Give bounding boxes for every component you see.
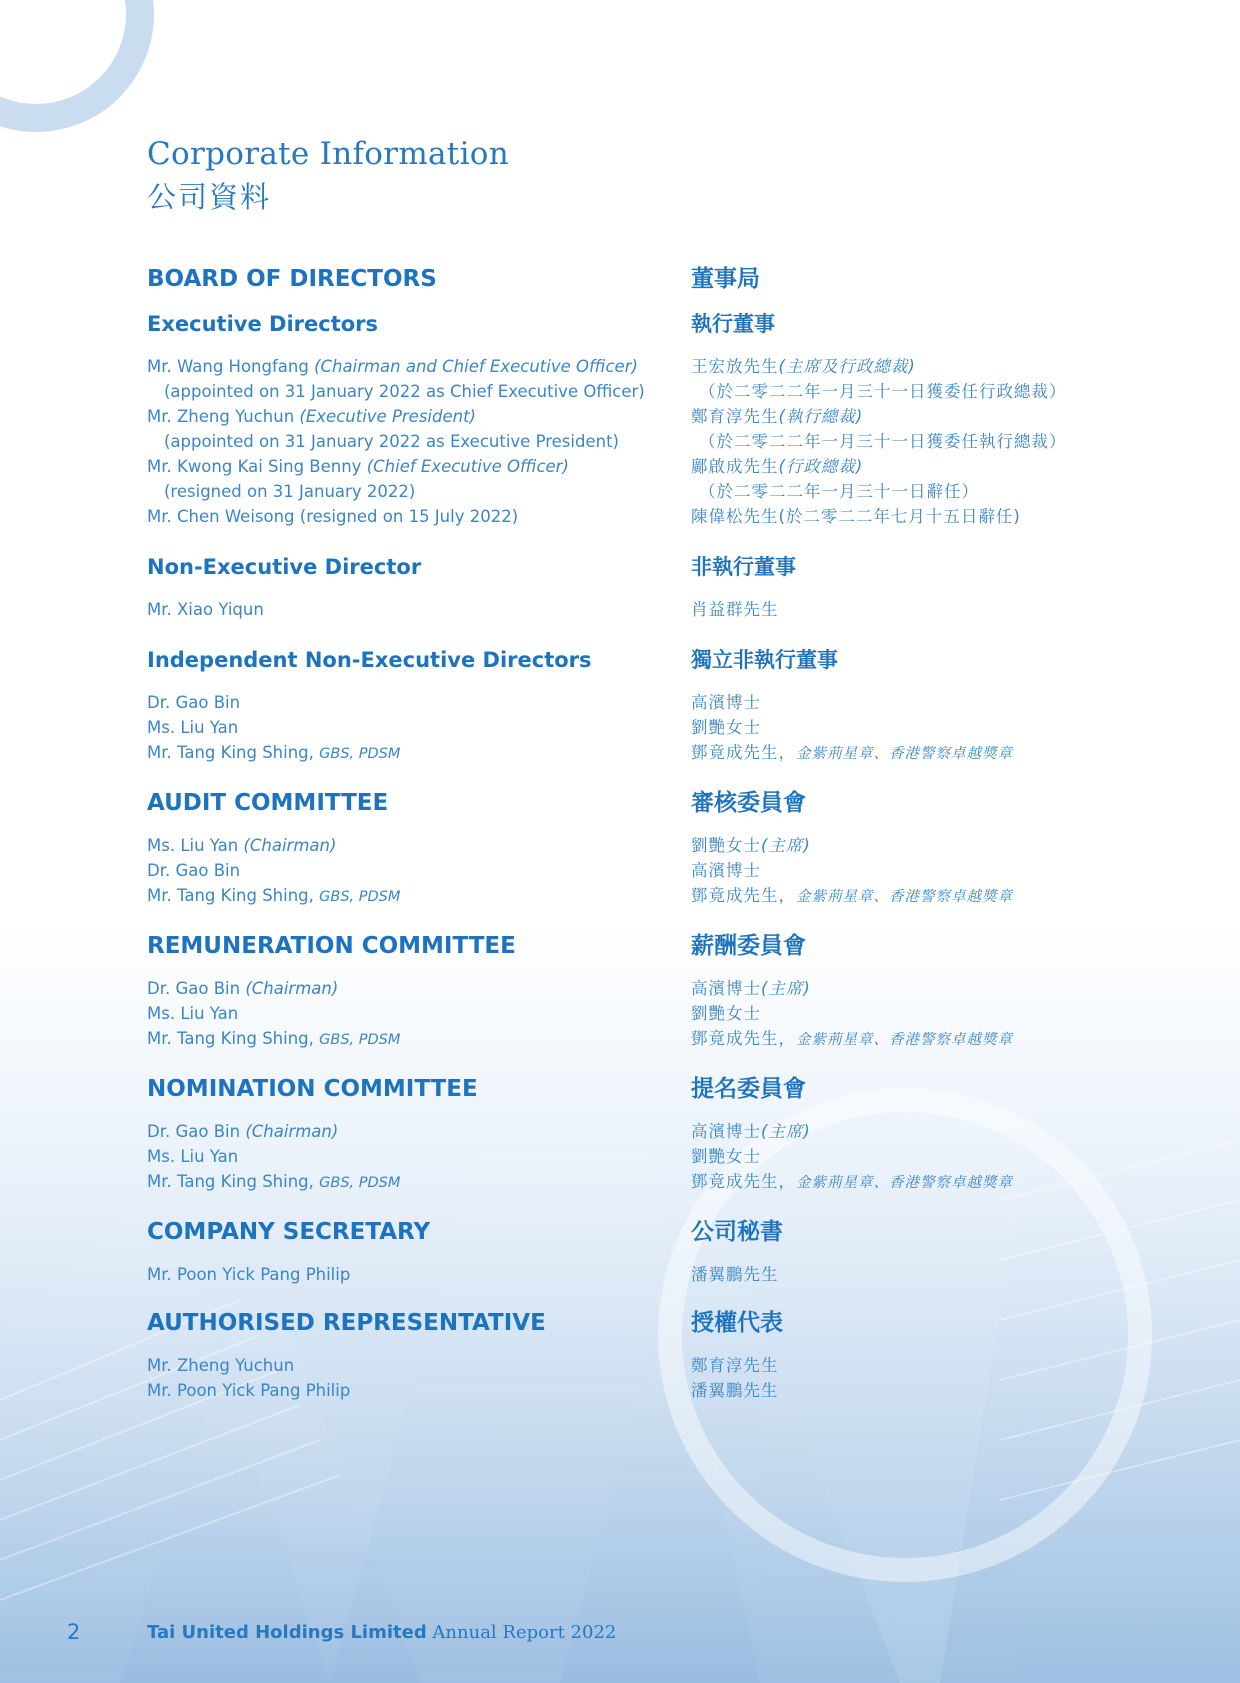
list-item: Mr. Tang King Shing, GBS, PDSM [147, 1029, 401, 1048]
board-heading-chinese: 董事局 [691, 266, 760, 292]
remuneration-committee-heading-chinese: 薪酬委員會 [691, 933, 806, 959]
board-heading: BOARD OF DIRECTORS [147, 266, 437, 292]
list-item: 高濱博士 [691, 861, 761, 880]
list-item: 高濱博士 [691, 693, 761, 712]
remuneration-committee-heading: REMUNERATION COMMITTEE [147, 933, 516, 959]
list-item: Dr. Gao Bin (Chairman) [147, 1122, 339, 1141]
list-item: Mr. Poon Yick Pang Philip [147, 1265, 351, 1284]
list-item: （於二零二二年一月三十一日獲委任執行總裁） [699, 432, 1067, 451]
list-item: Mr. Xiao Yiqun [147, 600, 264, 619]
remuneration-committee-list-chinese [691, 976, 1211, 1053]
nomination-committee-list [147, 1119, 667, 1196]
list-item: (appointed on 31 January 2022 as Chief Executive Officer) [164, 382, 645, 401]
footer-report: Annual Report 2022 [426, 1622, 617, 1643]
list-item: 劉艷女士 [691, 718, 761, 737]
independent-directors-list [147, 690, 667, 767]
authorised-representative-heading-chinese: 授權代表 [691, 1310, 783, 1336]
executive-directors-list-chinese [691, 354, 1211, 529]
company-secretary-heading-chinese: 公司秘書 [691, 1219, 783, 1245]
list-item: Dr. Gao Bin [147, 693, 241, 712]
list-item: （於二零二二年一月三十一日辭任） [699, 482, 979, 501]
list-item: 鄭育淳先生 [691, 1356, 779, 1375]
audit-committee-list [147, 833, 667, 910]
list-item: Ms. Liu Yan [147, 1004, 239, 1023]
list-item: Mr. Tang King Shing, GBS, PDSM [147, 1172, 401, 1191]
executive-directors-list [147, 354, 667, 529]
audit-committee-list-chinese [691, 833, 1211, 910]
english-column [147, 263, 667, 1403]
executive-directors-heading: Executive Directors [147, 312, 379, 336]
list-item: Mr. Kwong Kai Sing Benny (Chief Executive Officer) [147, 457, 569, 476]
independent-directors-list-chinese [691, 690, 1211, 767]
list-item: 陳偉松先生(於二零二二年七月十五日辭任) [691, 507, 1021, 526]
list-item: Mr. Tang King Shing, GBS, PDSM [147, 886, 401, 905]
list-item: 高濱博士(主席) [691, 979, 811, 998]
list-item: 鄺啟成先生(行政總裁) [691, 457, 864, 476]
page-number: 2 [67, 1620, 81, 1644]
non-executive-heading: Non-Executive Director [147, 555, 422, 579]
company-secretary-list [147, 1262, 667, 1287]
nomination-committee-heading: NOMINATION COMMITTEE [147, 1076, 478, 1102]
audit-committee-heading: AUDIT COMMITTEE [147, 790, 389, 816]
independent-directors-heading: Independent Non-Executive Directors [147, 648, 592, 672]
page-title-chinese: 公司資料 [147, 180, 272, 214]
list-item: Mr. Poon Yick Pang Philip [147, 1381, 351, 1400]
list-item: 潘翼鵬先生 [691, 1381, 779, 1400]
list-item: 高濱博士(主席) [691, 1122, 811, 1141]
executive-directors-heading-chinese: 執行董事 [691, 312, 775, 336]
authorised-representative-heading: AUTHORISED REPRESENTATIVE [147, 1310, 546, 1336]
list-item: 肖益群先生 [691, 600, 779, 619]
non-executive-list [147, 597, 667, 622]
list-item: Dr. Gao Bin (Chairman) [147, 979, 339, 998]
authorised-representative-list [147, 1353, 667, 1403]
footer [147, 1622, 616, 1643]
list-item: Ms. Liu Yan [147, 718, 239, 737]
page-title: Corporate Information [147, 136, 510, 172]
list-item: (appointed on 31 January 2022 as Executive President) [164, 432, 619, 451]
list-item: 劉艷女士 [691, 1004, 761, 1023]
list-item: Ms. Liu Yan [147, 1147, 239, 1166]
list-item: （於二零二二年一月三十一日獲委任行政總裁） [699, 382, 1067, 401]
list-item: 鄧竟成先生，金紫荊星章、香港警察卓越獎章 [691, 886, 1013, 905]
list-item: Mr. Chen Weisong (resigned on 15 July 2022) [147, 507, 519, 526]
list-item: Mr. Wang Hongfang (Chairman and Chief Executive Officer) [147, 357, 638, 376]
footer-company: Tai United Holdings Limited [147, 1622, 427, 1643]
list-item: Ms. Liu Yan (Chairman) [147, 836, 337, 855]
independent-directors-heading-chinese: 獨立非執行董事 [691, 648, 838, 672]
list-item: 潘翼鵬先生 [691, 1265, 779, 1284]
list-item: 鄭育淳先生(執行總裁) [691, 407, 864, 426]
chinese-column [691, 263, 1211, 1403]
list-item: (resigned on 31 January 2022) [164, 482, 416, 501]
list-item: 鄧竟成先生，金紫荊星章、香港警察卓越獎章 [691, 1172, 1013, 1191]
authorised-representative-list-chinese [691, 1353, 1211, 1403]
audit-committee-heading-chinese: 審核委員會 [691, 790, 806, 816]
nomination-committee-heading-chinese: 提名委員會 [691, 1076, 806, 1102]
nomination-committee-list-chinese [691, 1119, 1211, 1196]
list-item: 王宏放先生(主席及行政總裁) [691, 357, 916, 376]
list-item: Mr. Zheng Yuchun (Executive President) [147, 407, 476, 426]
list-item: 鄧竟成先生，金紫荊星章、香港警察卓越獎章 [691, 1029, 1013, 1048]
list-item: Mr. Tang King Shing, GBS, PDSM [147, 743, 401, 762]
non-executive-list-chinese [691, 597, 1211, 622]
list-item: 劉艷女士 [691, 1147, 761, 1166]
list-item: 鄧竟成先生，金紫荊星章、香港警察卓越獎章 [691, 743, 1013, 762]
company-secretary-list-chinese [691, 1262, 1211, 1287]
remuneration-committee-list [147, 976, 667, 1053]
company-secretary-heading: COMPANY SECRETARY [147, 1219, 431, 1245]
list-item: Dr. Gao Bin [147, 861, 241, 880]
list-item: 劉艷女士(主席) [691, 836, 811, 855]
non-executive-heading-chinese: 非執行董事 [691, 555, 796, 579]
list-item: Mr. Zheng Yuchun [147, 1356, 295, 1375]
